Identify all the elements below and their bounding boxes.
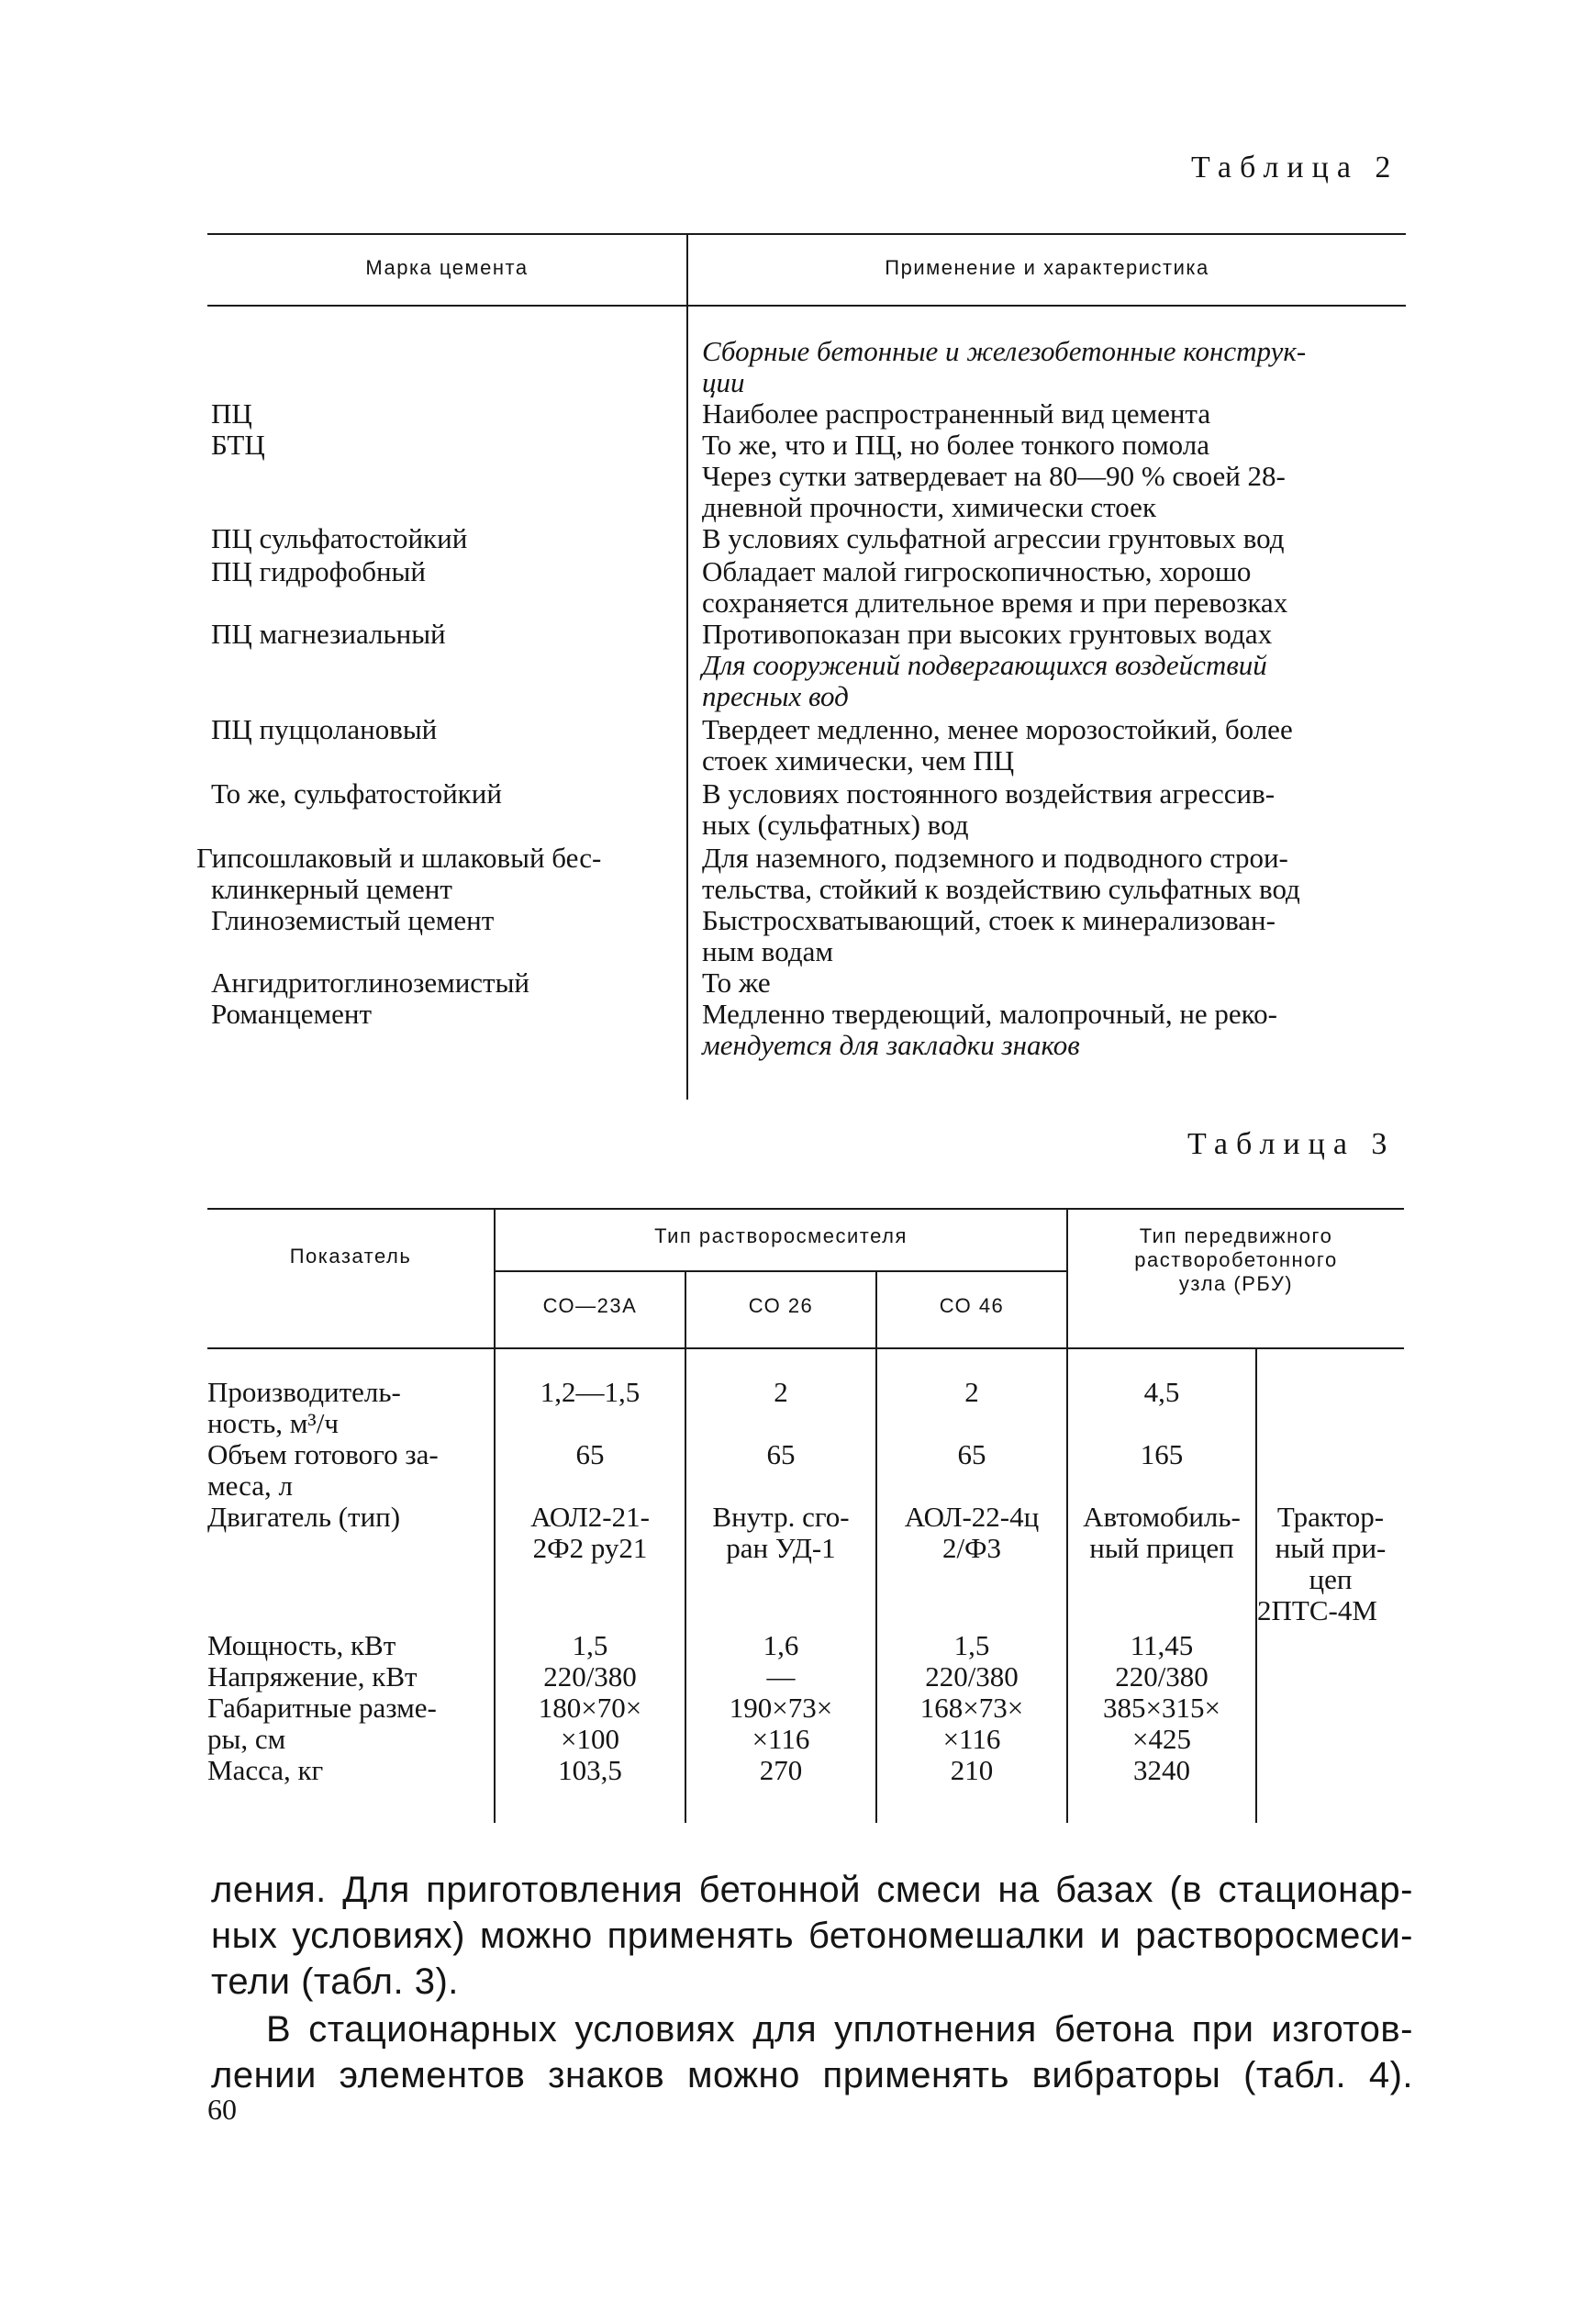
rbu-tractor-engine: Трактор- [1276,1501,1385,1533]
co26-dimensions-cont: ×116 [752,1723,810,1755]
co26-engine-cont: ран УД-1 [726,1532,836,1564]
brand-pc-pozzolanic: ПЦ пуццолановый [211,713,438,745]
table3-header-co23a: СО—23А [542,1294,638,1317]
row-dimensions: Габаритные разме- [207,1692,437,1724]
table3-caption: Таблица 3 [1187,1127,1396,1161]
table2-caption: Таблица 2 [1191,151,1399,184]
usage-section-precast-cont: ции [702,366,745,398]
row-power: Мощность, кВт [207,1629,396,1661]
brand-alumina: Глиноземистый цемент [211,904,495,936]
page-number: 60 [207,2093,237,2126]
usage-pc-pozzolanic-cont: стоек химически, чем ПЦ [702,744,1015,777]
co23a-dimensions: 180×70× [538,1692,642,1724]
co46-mass: 210 [950,1754,994,1786]
usage-roman-cement: Медленно твердеющий, малопрочный, не реко- [702,998,1277,1030]
co23a-productivity: 1,2—1,5 [540,1376,641,1408]
brand-gypsum-slag: Гипсошлаковый и шлаковый бес- [196,842,602,874]
usage-pc-magnesia: Противопоказан при высоких грунтовых водах [702,618,1273,650]
usage-btc-2: Через сутки затвердевает на 80—90 % своей 28- [702,460,1286,492]
rbu-car-dimensions-cont: ×425 [1132,1723,1191,1755]
usage-same-sulfate: В условиях постоянного воздействия агрессив- [702,777,1276,810]
co26-voltage: — [766,1660,796,1693]
body-line-2: ных условиях) можно применять бетономешалки и растворосмеси- [211,1916,1413,1956]
table3-group-rule [494,1270,1066,1272]
co46-engine: АОЛ-22-4ц [904,1501,1040,1533]
usage-pc-hydrophobic: Обладает малой гигроскопичностью, хорошо [702,555,1252,587]
rbu-car-engine-cont: ный прицеп [1089,1532,1234,1564]
co26-productivity: 2 [774,1376,788,1408]
table3-header-co26: СО 26 [748,1294,814,1317]
usage-gypsum-slag: Для наземного, подземного и подводного строи- [702,842,1288,874]
usage-roman-cement-cont: мендуется для закладки знаков [702,1029,1080,1061]
co26-mass: 270 [759,1754,803,1786]
rbu-car-engine: Автомобиль- [1083,1501,1241,1533]
brand-pc: ПЦ [211,397,252,430]
co23a-dimensions-cont: ×100 [561,1723,619,1755]
co46-dimensions-cont: ×116 [942,1723,1001,1755]
rbu-car-voltage: 220/380 [1115,1660,1209,1693]
usage-section-precast: Сборные бетонные и железобетонные конструк- [702,335,1307,367]
co23a-voltage: 220/380 [543,1660,637,1693]
brand-anhydrite-alumina: Ангидритоглиноземистый [211,966,530,999]
usage-pc-pozzolanic: Твердеет медленно, менее морозостойкий, более [702,713,1293,745]
brand-pc-magnesia: ПЦ магнезиальный [211,618,446,650]
usage-pc-sulfate: В условиях сульфатной агрессии грунтовых вод [702,522,1285,554]
rbu-tractor-engine-l4: 2ПТС-4М [1257,1594,1377,1626]
brand-roman-cement: Романцемент [211,998,372,1030]
usage-gypsum-slag-cont: тельства, стойкий к воздействию сульфатных вод [702,873,1300,905]
rbu-car-productivity: 4,5 [1143,1376,1180,1408]
row-productivity: Производитель- [207,1376,401,1408]
co46-voltage: 220/380 [925,1660,1019,1693]
usage-pc-hydrophobic-cont: сохраняется длительное время и при перевозках [702,587,1288,619]
co23a-mass: 103,5 [558,1754,622,1786]
brand-pc-hydrophobic: ПЦ гидрофобный [211,555,426,587]
co46-productivity: 2 [964,1376,979,1408]
co26-dimensions: 190×73× [729,1692,833,1724]
row-voltage: Напряжение, кВт [207,1660,418,1693]
co46-volume: 65 [957,1438,986,1470]
usage-same-sulfate-cont: ных (сульфатных) вод [702,809,969,841]
co46-power: 1,5 [953,1629,990,1661]
rbu-car-power: 11,45 [1130,1629,1194,1661]
row-dimensions-cont: ры, см [207,1723,286,1755]
rbu-car-volume: 165 [1140,1438,1184,1470]
usage-anhydrite: То же [702,966,771,999]
row-volume: Объем готового за- [207,1438,439,1470]
usage-btc-3: дневной прочности, химически стоек [702,491,1157,523]
usage-section-freshwater: Для сооружений подвергающихся воздействий [702,649,1267,681]
table2-header-brand: Марка цемента [365,256,529,279]
brand-pc-sulfate: ПЦ сульфатостойкий [211,522,468,554]
co23a-volume: 65 [575,1438,605,1470]
brand-same-sulfate: То же, сульфатостойкий [211,777,502,810]
co46-dimensions: 168×73× [919,1692,1024,1724]
brand-btc: БТЦ [211,429,265,461]
table3-header-mixer-type: Тип растворосмесителя [654,1224,908,1247]
co23a-engine: АОЛ2-21- [530,1501,650,1533]
table3-header-mobile-l3: узла (РБУ) [1178,1272,1294,1295]
row-engine: Двигатель (тип) [207,1501,401,1533]
co26-power: 1,6 [763,1629,799,1661]
co26-volume: 65 [766,1438,796,1470]
table3-header-indicator: Показатель [289,1245,412,1268]
row-volume-cont: меса, л [207,1469,294,1502]
usage-alumina: Быстросхватывающий, стоек к минерализован- [702,904,1276,936]
rbu-tractor-engine-l2: ный при- [1275,1532,1387,1564]
body-line-1: ления. Для приготовления бетонной смеси на базах (в стационар- [211,1870,1413,1910]
table3-header-mobile-l2: растворобетонного [1134,1248,1338,1271]
table2-header-usage: Применение и характеристика [885,256,1209,279]
table3-header-rule [207,1347,1404,1349]
table3-top-rule [207,1208,1404,1210]
table2-column-divider [686,233,688,1100]
table2-header-rule [207,305,1406,307]
body-line-3: тели (табл. 3). [211,1961,459,2002]
co46-engine-cont: 2/Ф3 [941,1532,1002,1564]
usage-alumina-cont: ным водам [702,935,833,967]
table3-header-mobile-l1: Тип передвижного [1139,1224,1333,1247]
co23a-engine-cont: 2Ф2 ру21 [532,1532,648,1564]
co23a-power: 1,5 [572,1629,608,1661]
body-line-5: лении элементов знаков можно применять вибраторы (табл. 4). [211,2055,1413,2095]
usage-btc: То же, что и ПЦ, но более тонкого помола [702,429,1210,461]
row-productivity-cont: ность, м³/ч [207,1407,339,1439]
brand-gypsum-slag-cont: клинкерный цемент [211,873,452,905]
table3-header-co46: СО 46 [939,1294,1005,1317]
rbu-car-dimensions: 385×315× [1103,1692,1220,1724]
body-line-4: В стационарных условиях для уплотнения бетона при изготов- [266,2009,1413,2050]
row-mass: Масса, кг [207,1754,324,1786]
usage-section-freshwater-cont: пресных вод [702,680,849,712]
rbu-car-mass: 3240 [1133,1754,1190,1786]
table2-top-rule [207,233,1406,235]
rbu-tractor-engine-l3: цеп [1309,1563,1353,1595]
usage-pc: Наиболее распространенный вид цемента [702,397,1211,430]
co26-engine: Внутр. сго- [712,1501,850,1533]
